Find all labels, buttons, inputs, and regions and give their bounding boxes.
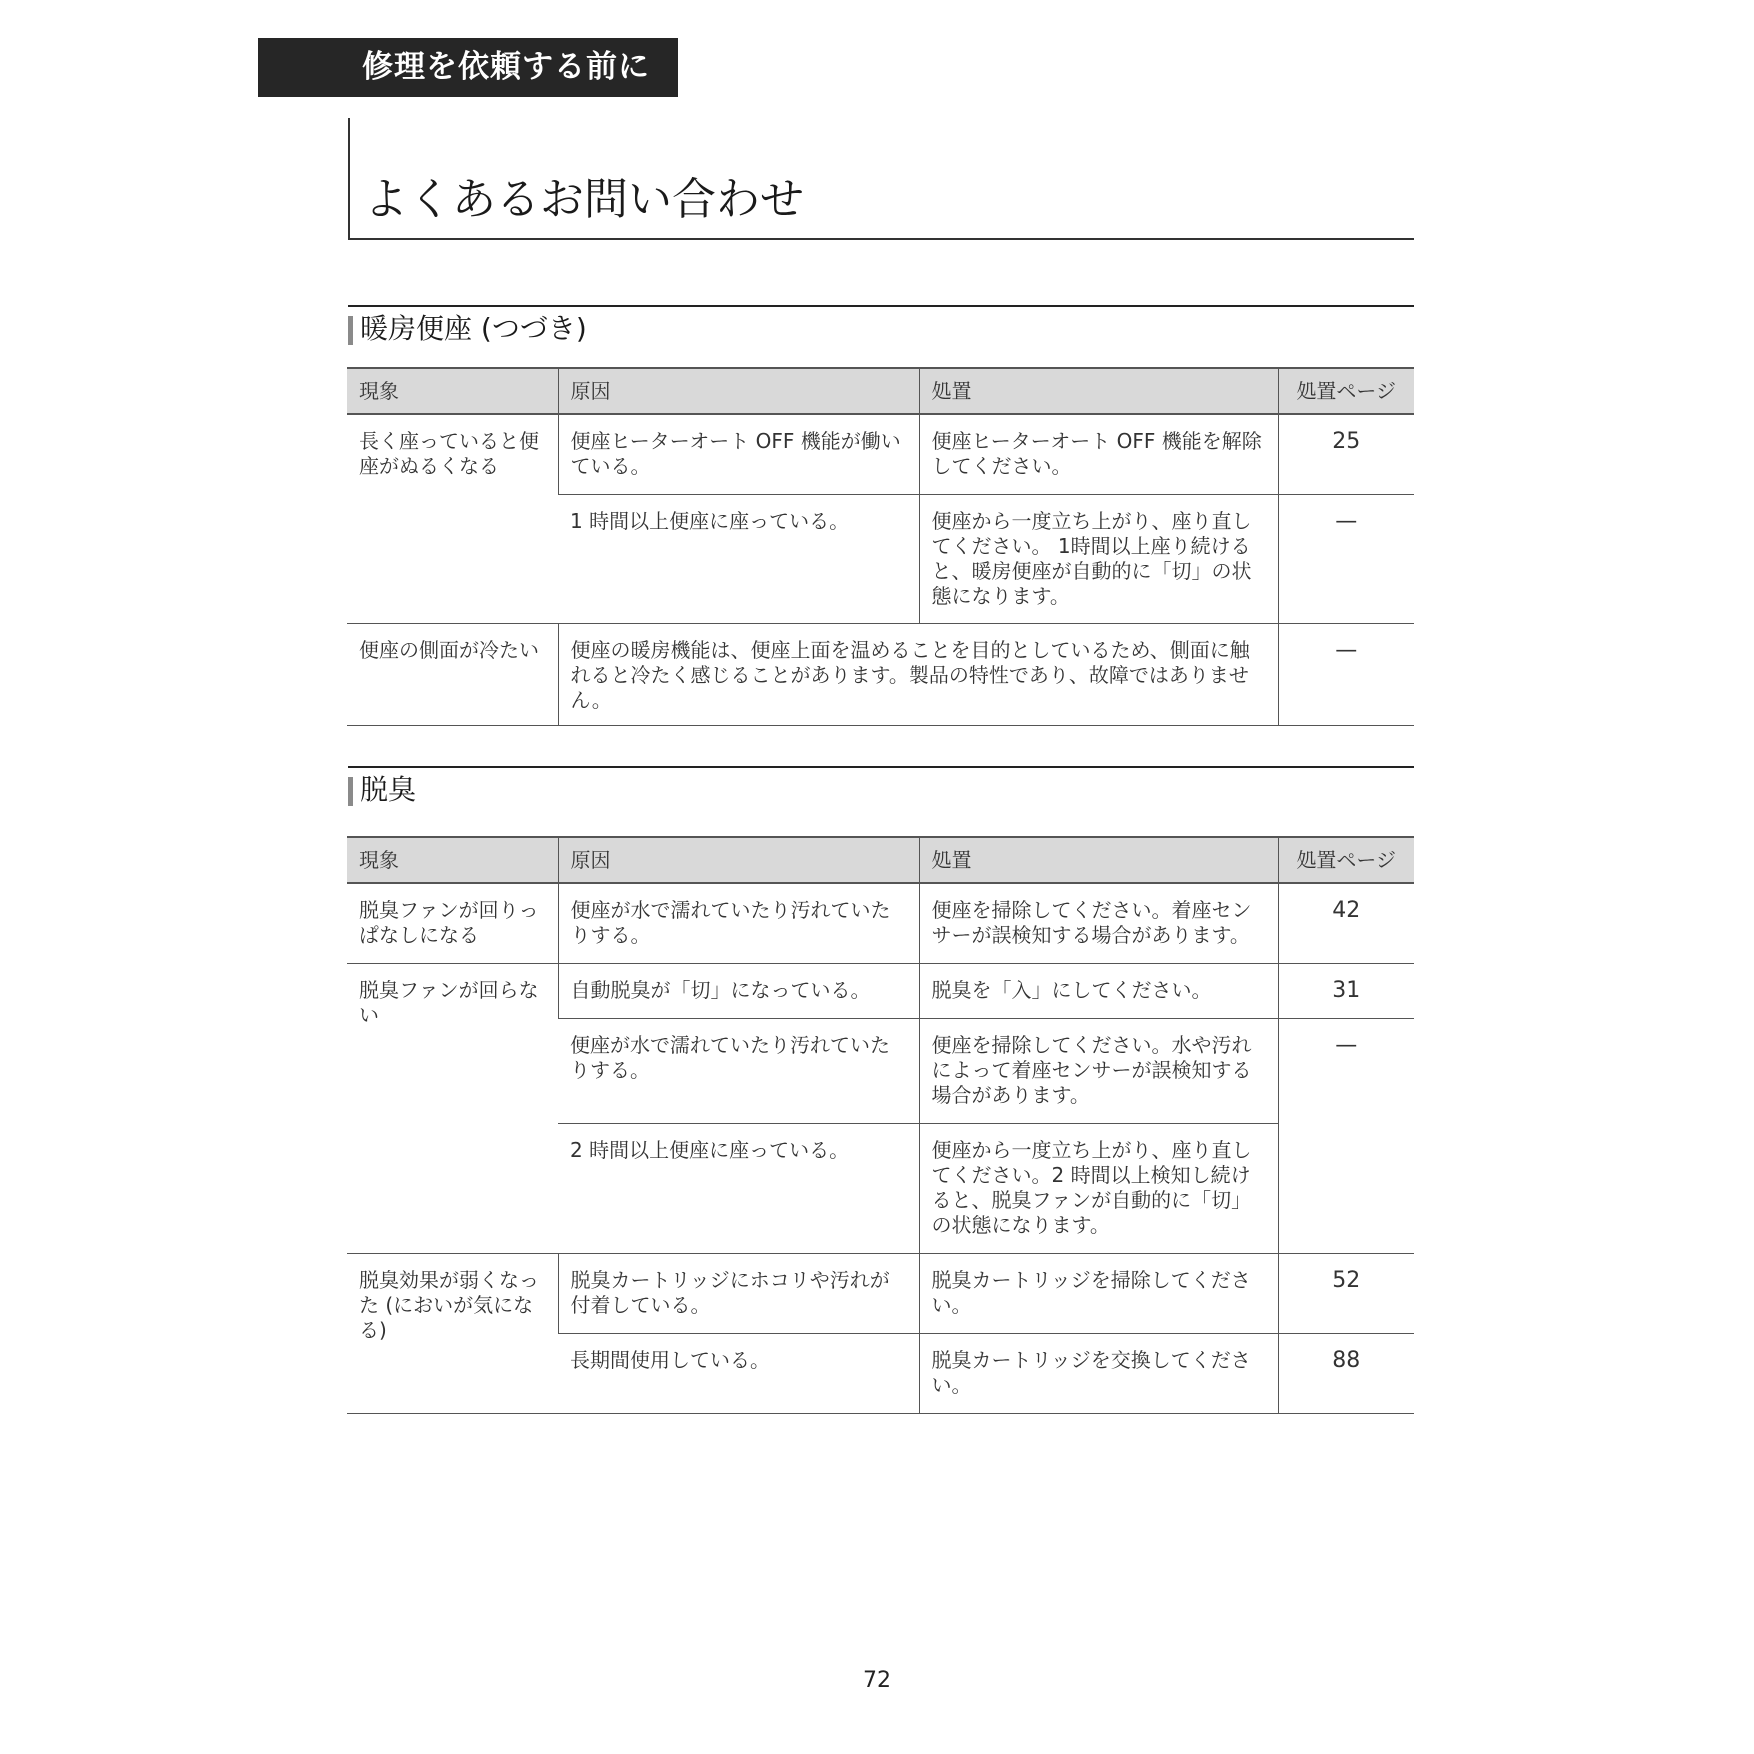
page-number: 72 xyxy=(863,1668,891,1693)
phenomenon-cell: 脱臭ファンが回りっぱなしになる xyxy=(347,883,558,963)
action-cell: 便座ヒーターオート OFF 機能を解除してください。 xyxy=(919,414,1278,494)
page-ref-cell: 52 xyxy=(1278,1253,1414,1333)
section-title-heated-seat: 暖房便座 (つづき) xyxy=(360,312,587,345)
cause-cell: 2 時間以上便座に座っている。 xyxy=(558,1123,919,1253)
page-ref-cell: 42 xyxy=(1278,883,1414,963)
section-rule xyxy=(348,305,1414,307)
table-row xyxy=(347,963,1414,1018)
action-cell: 脱臭カートリッジを掃除してください。 xyxy=(919,1253,1278,1333)
header-page: 処置ページ xyxy=(1278,837,1414,883)
section-title-deodorizer: 脱臭 xyxy=(360,773,417,806)
page-title: よくあるお問い合わせ xyxy=(364,174,804,225)
cause-action-cell: 便座の暖房機能は、便座上面を温めることを目的としているため、側面に触れると冷たく感じることがあります。製品の特性であり、故障ではありません。 xyxy=(558,623,1278,725)
cause-cell: 便座が水で濡れていたり汚れていたりする。 xyxy=(558,883,919,963)
cause-cell: 便座ヒーターオート OFF 機能が働いている。 xyxy=(558,414,919,494)
header-page: 処置ページ xyxy=(1278,368,1414,414)
action-cell: 脱臭カートリッジを交換してください。 xyxy=(919,1333,1278,1413)
phenomenon-cell: 長く座っていると便座がぬるくなる xyxy=(347,414,558,623)
header-action: 処置 xyxy=(919,837,1278,883)
section-marker xyxy=(348,316,353,345)
page-ref-cell: 88 xyxy=(1278,1333,1414,1413)
faq-table-deodorizer xyxy=(347,836,1414,1414)
chapter-tab: 修理を依頼する前に xyxy=(258,38,678,97)
table-header-row xyxy=(347,837,1414,883)
header-cause: 原因 xyxy=(558,837,919,883)
action-cell: 脱臭を「入」にしてください。 xyxy=(919,963,1278,1018)
section-marker xyxy=(348,777,353,806)
faq-table-heated-seat xyxy=(347,367,1414,726)
table-row xyxy=(347,414,1414,494)
phenomenon-cell: 脱臭ファンが回らない xyxy=(347,963,558,1253)
cause-cell: 長期間使用している。 xyxy=(558,1333,919,1413)
table-row xyxy=(347,883,1414,963)
page-ref-cell: 25 xyxy=(1278,414,1414,494)
table-row xyxy=(347,623,1414,725)
header-cause: 原因 xyxy=(558,368,919,414)
action-cell: 便座から一度立ち上がり、座り直してください。 1時間以上座り続けると、暖房便座が自動的に「切」の状態になります。 xyxy=(919,494,1278,623)
page-ref-cell: — xyxy=(1278,623,1414,725)
action-cell: 便座を掃除してください。水や汚れによって着座センサーが誤検知する場合があります。 xyxy=(919,1018,1278,1123)
cause-cell: 1 時間以上便座に座っている。 xyxy=(558,494,919,623)
header-phenomenon: 現象 xyxy=(347,837,558,883)
header-action: 処置 xyxy=(919,368,1278,414)
page-ref-cell: — xyxy=(1278,1018,1414,1253)
header-phenomenon: 現象 xyxy=(347,368,558,414)
cause-cell: 脱臭カートリッジにホコリや汚れが付着している。 xyxy=(558,1253,919,1333)
title-vertical-rule xyxy=(348,118,350,240)
cause-cell: 便座が水で濡れていたり汚れていたりする。 xyxy=(558,1018,919,1123)
page-ref-cell: — xyxy=(1278,494,1414,623)
action-cell: 便座を掃除してください。着座センサーが誤検知する場合があります。 xyxy=(919,883,1278,963)
cause-cell: 自動脱臭が「切」になっている。 xyxy=(558,963,919,1018)
title-horizontal-rule xyxy=(348,238,1414,240)
page-ref-cell: 31 xyxy=(1278,963,1414,1018)
section-rule xyxy=(348,766,1414,768)
table-row xyxy=(347,1253,1414,1333)
table-header-row xyxy=(347,368,1414,414)
phenomenon-cell: 脱臭効果が弱くなった (においが気になる) xyxy=(347,1253,558,1413)
action-cell: 便座から一度立ち上がり、座り直してください。2 時間以上検知し続けると、脱臭ファンが自動的に「切」の状態になります。 xyxy=(919,1123,1278,1253)
phenomenon-cell: 便座の側面が冷たい xyxy=(347,623,558,725)
